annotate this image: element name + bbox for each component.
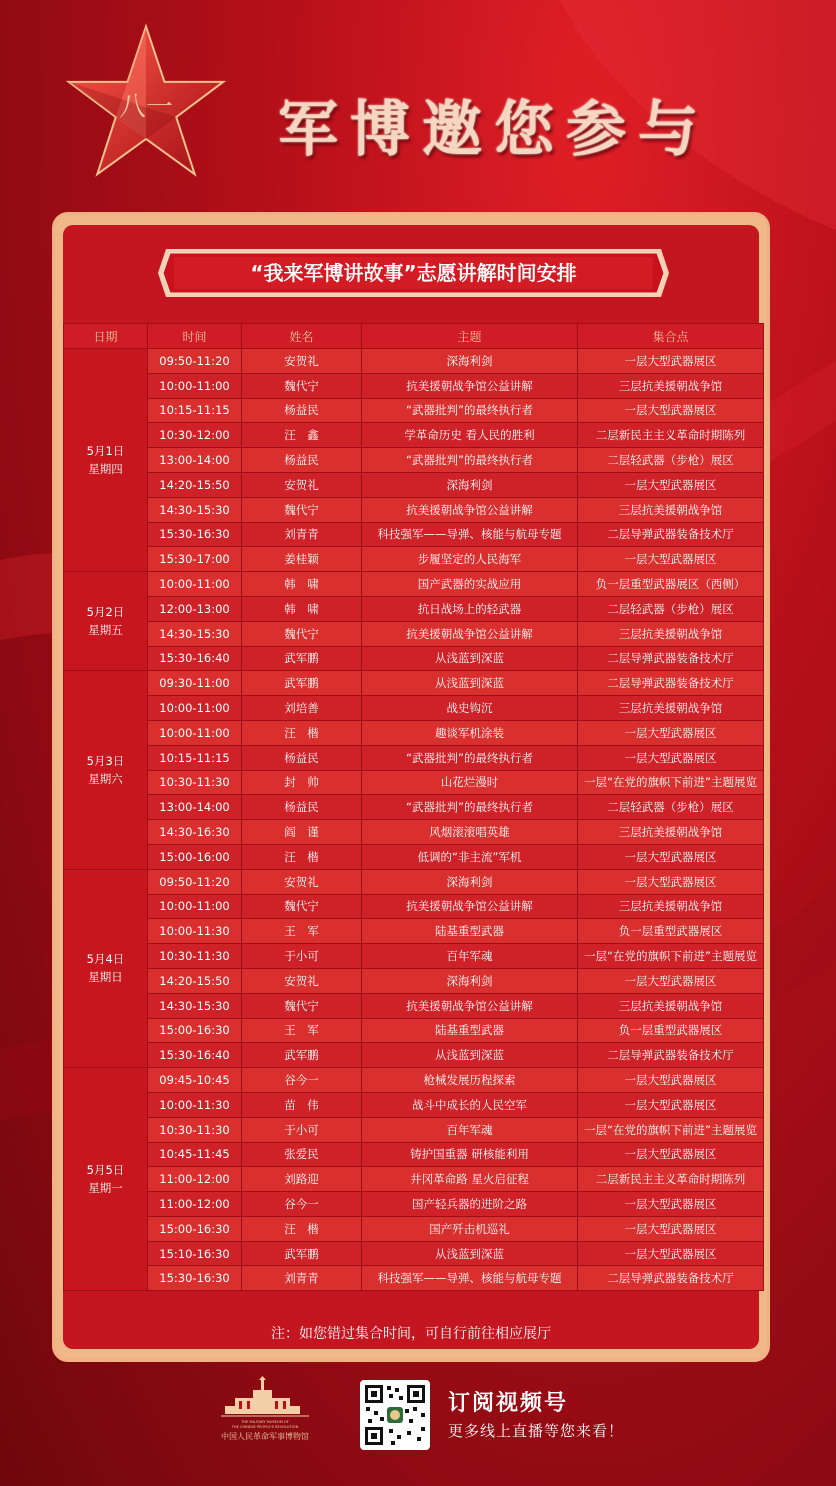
speaker-cell: 封 帅 (242, 770, 362, 795)
speaker-cell: 魏代宁 (242, 621, 362, 646)
speaker-cell: 杨益民 (242, 745, 362, 770)
day-weekday: 星期五 (88, 623, 123, 638)
speaker-cell: 苗 伟 (242, 1092, 362, 1117)
table-row (64, 720, 764, 745)
table-row (64, 621, 764, 646)
table-row (64, 497, 764, 522)
time-cell: 10:00-11:00 (148, 720, 242, 745)
meeting-point-cell: 一层大型武器展区 (578, 844, 764, 869)
day-date: 5月3日 (86, 754, 125, 769)
time-cell: 15:00-16:30 (148, 1216, 242, 1241)
meeting-point-cell: 二层新民主主义革命时期陈列 (578, 423, 764, 448)
table-row (64, 1092, 764, 1117)
topic-cell: 抗美援朝战争馆公益讲解 (362, 497, 578, 522)
meeting-point-cell: 二层导弹武器装备技术厅 (578, 522, 764, 547)
topic-cell: 百年军魂 (362, 1117, 578, 1142)
table-row (64, 894, 764, 919)
topic-cell: 百年军魂 (362, 944, 578, 969)
day-cell (64, 572, 148, 671)
qr-code-icon[interactable] (360, 1380, 430, 1450)
schedule-panel (52, 212, 770, 1362)
table-row (64, 968, 764, 993)
time-cell: 14:30-15:30 (148, 621, 242, 646)
topic-cell: 抗美援朝战争馆公益讲解 (362, 373, 578, 398)
topic-cell: 陆基重型武器 (362, 919, 578, 944)
speaker-cell: 张爱民 (242, 1142, 362, 1167)
day-cell (64, 869, 148, 1067)
meeting-point-cell: 一层大型武器展区 (578, 398, 764, 423)
table-row (64, 1068, 764, 1093)
speaker-cell: 汪 鑫 (242, 423, 362, 448)
day-weekday: 星期六 (88, 772, 123, 787)
time-cell: 14:30-15:30 (148, 497, 242, 522)
table-row (64, 1241, 764, 1266)
topic-cell: 国产轻兵器的进阶之路 (362, 1192, 578, 1217)
table-row (64, 1167, 764, 1192)
meeting-point-cell: 三层抗美援朝战争馆 (578, 993, 764, 1018)
speaker-cell: 汪 楷 (242, 844, 362, 869)
time-cell: 10:30-12:00 (148, 423, 242, 448)
topic-cell: 学革命历史 看人民的胜利 (362, 423, 578, 448)
meeting-point-cell: 一层大型武器展区 (578, 720, 764, 745)
meeting-point-cell: 一层大型武器展区 (578, 1092, 764, 1117)
meeting-point-cell: 三层抗美援朝战争馆 (578, 497, 764, 522)
time-cell: 10:30-11:30 (148, 770, 242, 795)
time-cell: 13:00-14:00 (148, 795, 242, 820)
speaker-cell: 谷今一 (242, 1068, 362, 1093)
speaker-cell: 魏代宁 (242, 373, 362, 398)
time-cell: 15:10-16:30 (148, 1241, 242, 1266)
table-row (64, 349, 764, 374)
speaker-cell: 阎 谨 (242, 820, 362, 845)
topic-cell: “武器批判”的最终执行者 (362, 795, 578, 820)
table-body (64, 349, 764, 1291)
speaker-cell: 魏代宁 (242, 497, 362, 522)
table-row (64, 373, 764, 398)
topic-cell: 枪械发展历程探索 (362, 1068, 578, 1093)
speaker-cell: 武军鹏 (242, 671, 362, 696)
time-cell: 09:50-11:20 (148, 349, 242, 374)
time-cell: 15:30-17:00 (148, 547, 242, 572)
table-row (64, 745, 764, 770)
meeting-point-cell: 一层“在党的旗帜下前进”主题展览 (578, 1117, 764, 1142)
svg-text:中国人民革命军事博物馆: 中国人民革命军事博物馆 (221, 1432, 309, 1441)
topic-cell: 从浅蓝到深蓝 (362, 646, 578, 671)
table-row (64, 1117, 764, 1142)
table-row (64, 770, 764, 795)
time-cell: 10:00-11:00 (148, 373, 242, 398)
speaker-cell: 韩 啸 (242, 572, 362, 597)
column-header-meeting-point: 集合点 (578, 324, 764, 349)
table-row (64, 1018, 764, 1043)
table-row (64, 919, 764, 944)
table-row (64, 547, 764, 572)
table-row (64, 596, 764, 621)
topic-cell: 科技强军——导弹、核能与航母专题 (362, 522, 578, 547)
meeting-point-cell: 二层导弹武器装备技术厅 (578, 646, 764, 671)
day-cell (64, 671, 148, 869)
table-row (64, 423, 764, 448)
speaker-cell: 魏代宁 (242, 894, 362, 919)
topic-cell: 国产武器的实战应用 (362, 572, 578, 597)
speaker-cell: 汪 楷 (242, 1216, 362, 1241)
time-cell: 09:30-11:00 (148, 671, 242, 696)
speaker-cell: 杨益民 (242, 448, 362, 473)
table-row (64, 671, 764, 696)
table-row (64, 993, 764, 1018)
topic-cell: 风烟滚滚唱英雄 (362, 820, 578, 845)
speaker-cell: 刘培善 (242, 696, 362, 721)
table-row (64, 1142, 764, 1167)
speaker-cell: 安贺礼 (242, 472, 362, 497)
table-row (64, 844, 764, 869)
meeting-point-cell: 二层轻武器（步枪）展区 (578, 448, 764, 473)
topic-cell: 山花烂漫时 (362, 770, 578, 795)
speaker-cell: 武军鹏 (242, 1043, 362, 1068)
speaker-cell: 安贺礼 (242, 869, 362, 894)
speaker-cell: 安贺礼 (242, 349, 362, 374)
day-cell (64, 349, 148, 572)
time-cell: 13:00-14:00 (148, 448, 242, 473)
time-cell: 10:45-11:45 (148, 1142, 242, 1167)
time-cell: 12:00-13:00 (148, 596, 242, 621)
speaker-cell: 武军鹏 (242, 1241, 362, 1266)
speaker-cell: 王 军 (242, 919, 362, 944)
time-cell: 15:00-16:00 (148, 844, 242, 869)
day-weekday: 星期四 (88, 462, 123, 477)
table-row (64, 522, 764, 547)
time-cell: 15:30-16:30 (148, 522, 242, 547)
table-row (64, 1216, 764, 1241)
topic-cell: 深海利剑 (362, 869, 578, 894)
meeting-point-cell: 二层导弹武器装备技术厅 (578, 671, 764, 696)
meeting-point-cell: 一层“在党的旗帜下前进”主题展览 (578, 944, 764, 969)
topic-cell: 战斗中成长的人民空军 (362, 1092, 578, 1117)
meeting-point-cell: 一层大型武器展区 (578, 1216, 764, 1241)
table-row (64, 696, 764, 721)
topic-cell: 深海利剑 (362, 349, 578, 374)
time-cell: 15:30-16:40 (148, 1043, 242, 1068)
topic-cell: 抗日战场上的轻武器 (362, 596, 578, 621)
meeting-point-cell: 一层大型武器展区 (578, 745, 764, 770)
time-cell: 15:00-16:30 (148, 1018, 242, 1043)
day-cell (64, 1068, 148, 1291)
day-weekday: 星期一 (88, 1181, 123, 1196)
svg-text:八一: 八一 (119, 91, 173, 123)
speaker-cell: 于小可 (242, 1117, 362, 1142)
meeting-point-cell: 一层大型武器展区 (578, 968, 764, 993)
topic-cell: 科技强军——导弹、核能与航母专题 (362, 1266, 578, 1291)
speaker-cell: 姜桂颖 (242, 547, 362, 572)
table-row (64, 1043, 764, 1068)
banner-title: “我来军博讲故事”志愿讲解时间安排 (250, 261, 577, 285)
subscribe-subtitle: 更多线上直播等您来看！ (448, 1422, 625, 1440)
meeting-point-cell: 一层大型武器展区 (578, 1192, 764, 1217)
table-row (64, 472, 764, 497)
time-cell: 11:00-12:00 (148, 1192, 242, 1217)
time-cell: 11:00-12:00 (148, 1167, 242, 1192)
speaker-cell: 魏代宁 (242, 993, 362, 1018)
topic-cell: 步履坚定的人民海军 (362, 547, 578, 572)
topic-cell: 深海利剑 (362, 968, 578, 993)
schedule-table (63, 323, 764, 1291)
meeting-point-cell: 一层大型武器展区 (578, 869, 764, 894)
meeting-point-cell: 一层大型武器展区 (578, 349, 764, 374)
time-cell: 09:50-11:20 (148, 869, 242, 894)
time-cell: 10:15-11:15 (148, 745, 242, 770)
time-cell: 10:00-11:00 (148, 894, 242, 919)
topic-cell: 抗美援朝战争馆公益讲解 (362, 621, 578, 646)
time-cell: 14:20-15:50 (148, 472, 242, 497)
topic-cell: 井冈革命路 星火启征程 (362, 1167, 578, 1192)
topic-cell: 从浅蓝到深蓝 (362, 1241, 578, 1266)
svg-text:THE CHINESE PEOPLE'S REVOLUTIO: THE CHINESE PEOPLE'S REVOLUTION (231, 1425, 299, 1429)
table-row (64, 795, 764, 820)
meeting-point-cell: 负一层重型武器展区（西侧） (578, 572, 764, 597)
day-date: 5月2日 (86, 605, 125, 620)
topic-cell: 抗美援朝战争馆公益讲解 (362, 993, 578, 1018)
speaker-cell: 杨益民 (242, 398, 362, 423)
table-row (64, 820, 764, 845)
meeting-point-cell: 三层抗美援朝战争馆 (578, 621, 764, 646)
day-date: 5月5日 (86, 1163, 125, 1178)
topic-cell: “武器批判”的最终执行者 (362, 398, 578, 423)
topic-cell: “武器批判”的最终执行者 (362, 448, 578, 473)
time-cell: 14:30-15:30 (148, 993, 242, 1018)
topic-cell: “武器批判”的最终执行者 (362, 745, 578, 770)
meeting-point-cell: 一层大型武器展区 (578, 1142, 764, 1167)
speaker-cell: 王 军 (242, 1018, 362, 1043)
speaker-cell: 于小可 (242, 944, 362, 969)
column-header-name: 姓名 (242, 324, 362, 349)
table-header-row (64, 324, 764, 349)
table-row (64, 944, 764, 969)
meeting-point-cell: 二层轻武器（步枪）展区 (578, 596, 764, 621)
column-header-time: 时间 (148, 324, 242, 349)
day-date: 5月1日 (86, 444, 125, 459)
speaker-cell: 杨益民 (242, 795, 362, 820)
table-row (64, 572, 764, 597)
svg-text:THE MILITARY MUSEUM OF: THE MILITARY MUSEUM OF (241, 1420, 289, 1424)
time-cell: 09:45-10:45 (148, 1068, 242, 1093)
subscribe-title: 订阅视频号 (448, 1391, 569, 1416)
time-cell: 10:00-11:30 (148, 919, 242, 944)
table-row (64, 869, 764, 894)
time-cell: 14:20-15:50 (148, 968, 242, 993)
footnote: 注：如您错过集合时间，可自行前往相应展厅 (271, 1326, 551, 1342)
topic-cell: 陆基重型武器 (362, 1018, 578, 1043)
meeting-point-cell: 一层大型武器展区 (578, 1068, 764, 1093)
meeting-point-cell: 三层抗美援朝战争馆 (578, 894, 764, 919)
day-weekday: 星期日 (88, 970, 123, 985)
table-row (64, 1266, 764, 1291)
meeting-point-cell: 二层新民主主义革命时期陈列 (578, 1167, 764, 1192)
time-cell: 10:00-11:00 (148, 696, 242, 721)
meeting-point-cell: 三层抗美援朝战争馆 (578, 696, 764, 721)
speaker-cell: 武军鹏 (242, 646, 362, 671)
meeting-point-cell: 一层大型武器展区 (578, 547, 764, 572)
meeting-point-cell: 一层大型武器展区 (578, 472, 764, 497)
time-cell: 15:30-16:40 (148, 646, 242, 671)
red-star-icon (62, 18, 230, 186)
topic-cell: 战史钩沉 (362, 696, 578, 721)
meeting-point-cell: 负一层重型武器展区 (578, 919, 764, 944)
time-cell: 10:15-11:15 (148, 398, 242, 423)
speaker-cell: 安贺礼 (242, 968, 362, 993)
time-cell: 10:00-11:30 (148, 1092, 242, 1117)
meeting-point-cell: 三层抗美援朝战争馆 (578, 373, 764, 398)
topic-cell: 抗美援朝战争馆公益讲解 (362, 894, 578, 919)
qr-pattern (360, 1380, 430, 1450)
time-cell: 15:30-16:30 (148, 1266, 242, 1291)
topic-cell: 国产歼击机巡礼 (362, 1216, 578, 1241)
meeting-point-cell: 二层导弹武器装备技术厅 (578, 1043, 764, 1068)
topic-cell: 从浅蓝到深蓝 (362, 671, 578, 696)
page-title: 军博邀您参与 (278, 95, 710, 165)
time-cell: 10:30-11:30 (148, 1117, 242, 1142)
topic-cell: 从浅蓝到深蓝 (362, 1043, 578, 1068)
speaker-cell: 谷今一 (242, 1192, 362, 1217)
table-row (64, 646, 764, 671)
speaker-cell: 韩 啸 (242, 596, 362, 621)
time-cell: 10:30-11:30 (148, 944, 242, 969)
topic-cell: 趣谈军机涂装 (362, 720, 578, 745)
table-row (64, 1192, 764, 1217)
speaker-cell: 刘路迎 (242, 1167, 362, 1192)
topic-cell: 低调的“非主流”军机 (362, 844, 578, 869)
table-row (64, 448, 764, 473)
meeting-point-cell: 二层导弹武器装备技术厅 (578, 1266, 764, 1291)
speaker-cell: 刘青青 (242, 522, 362, 547)
day-date: 5月4日 (86, 952, 125, 967)
meeting-point-cell: 一层大型武器展区 (578, 1241, 764, 1266)
speaker-cell: 刘青青 (242, 1266, 362, 1291)
meeting-point-cell: 一层“在党的旗帜下前进”主题展览 (578, 770, 764, 795)
column-header-topic: 主题 (362, 324, 578, 349)
time-cell: 10:00-11:00 (148, 572, 242, 597)
time-cell: 14:30-16:30 (148, 820, 242, 845)
meeting-point-cell: 二层轻武器（步枪）展区 (578, 795, 764, 820)
column-header-date: 日期 (64, 324, 148, 349)
topic-cell: 铸护国重器 研核能利用 (362, 1142, 578, 1167)
speaker-cell: 汪 楷 (242, 720, 362, 745)
topic-cell: 深海利剑 (362, 472, 578, 497)
museum-logo (215, 1376, 315, 1446)
table-row (64, 398, 764, 423)
meeting-point-cell: 负一层重型武器展区 (578, 1018, 764, 1043)
meeting-point-cell: 三层抗美援朝战争馆 (578, 820, 764, 845)
